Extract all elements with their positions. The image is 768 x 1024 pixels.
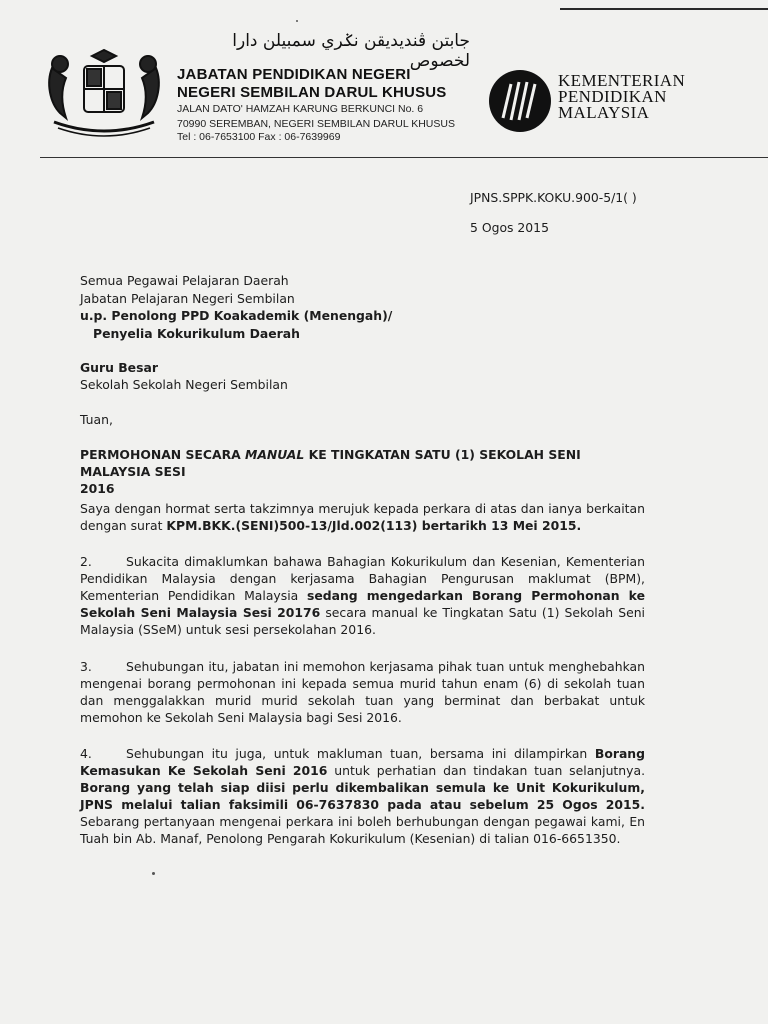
department-name-line2: NEGERI SEMBILAN DARUL KHUSUS [177, 84, 447, 101]
salutation: Tuan, [80, 412, 113, 427]
recipient-line1: Semua Pegawai Pelajaran Daerah [80, 273, 289, 288]
paragraph-1: Saya dengan hormat serta takzimnya merujuk kepada perkara di atas dan ianya berkaitan dengan surat KPM.BKK.(SENI)500-13/Jld.002(113) bertarikh 13 Mei 2015. [80, 501, 645, 533]
ministry-name-line2: PENDIDIKAN [558, 87, 667, 106]
scan-speck [152, 872, 155, 875]
paragraph-3: 3. Sehubungan itu, jabatan ini memohon kerjasama pihak tuan untuk menghebahkan mengenai borang permohonan ini kepada semua murid tahun enam (6) di sekolah tuan dan menggalakkan murid murid sekolah tuan yang berminat dan berbakat untuk memohon ke Sekolah Seni Malaysia bagi Sesi 2016. [80, 659, 645, 725]
contact-line: Tel : 06-7653100 Fax : 06-7639969 [177, 131, 341, 143]
recipient-line2: Jabatan Pelajaran Negeri Sembilan [80, 291, 295, 306]
paragraph-4: 4. Sehubungan itu juga, untuk makluman tuan, bersama ini dilampirkan Borang Kemasukan Ke Sekolah Seni 2016 untuk perhatian dan tindakan tuan selanjutnya. Borang yang telah siap diisi perlu dikembalikan semula ke Unit Kokurikulum, JPNS melalui talian faksimili 06-7637830 pada atau sebelum 25 Ogos 2015. Sebarang pertanyaan mengenai perkara ini boleh berhubungan dengan pegawai kami, En Tuah bin Ab. Manaf, Penolong Pengarah Kokurikulum (Kesenian) di talian 016-6651350. [80, 746, 646, 846]
top-rule [560, 8, 768, 10]
state-crest-icon [44, 48, 164, 138]
header-divider [40, 157, 768, 158]
ministry-name-line1: KEMENTERIAN [558, 71, 686, 90]
ministry-name-line3: MALAYSIA [558, 103, 650, 122]
letter-date: 5 Ogos 2015 [470, 220, 549, 235]
recipient-line5: Guru Besar [80, 360, 158, 375]
recipient-line3: u.p. Penolong PPD Koakademik (Menengah)/ [80, 308, 393, 323]
reference-number: JPNS.SPPK.KOKU.900-5/1( ) [470, 190, 637, 205]
address-line1: JALAN DATO' HAMZAH KARUNG BERKUNCI No. 6 [177, 103, 424, 115]
recipient-line6: Sekolah Sekolah Negeri Sembilan [80, 377, 288, 392]
recipient-line4: Penyelia Kokurikulum Daerah [93, 326, 300, 341]
paragraph-2: 2. Sukacita dimaklumkan bahawa Bahagian Kokurikulum dan Kesenian, Kementerian Pendidikan Malaysia dengan kerjasama Bahagian Pengurusan maklumat (BPM), Kementerian Pendidikan Malaysia sedang mengedarkan Borang Permohonan ke Sekolah Seni Malaysia Sesi 20176 secara manual ke Tingkatan Satu (1) Sekolah Seni Malaysia (SSeM) untuk sesi persekolahan 2016. [80, 554, 645, 637]
ministry-logo-icon [487, 68, 553, 134]
jawi-title: جابتن ڤنديديقن نݢري سمبيلن دارا لخصوص [232, 31, 470, 71]
scan-speck [296, 20, 298, 22]
address-line2: 70990 SEREMBAN, NEGERI SEMBILAN DARUL KHUSUS [177, 118, 455, 130]
subject-heading: PERMOHONAN SECARA MANUAL KE TINGKATAN SATU (1) SEKOLAH SENI MALAYSIA SESI 2016 [80, 447, 581, 496]
department-name-line1: JABATAN PENDIDIKAN NEGERI [177, 66, 411, 83]
